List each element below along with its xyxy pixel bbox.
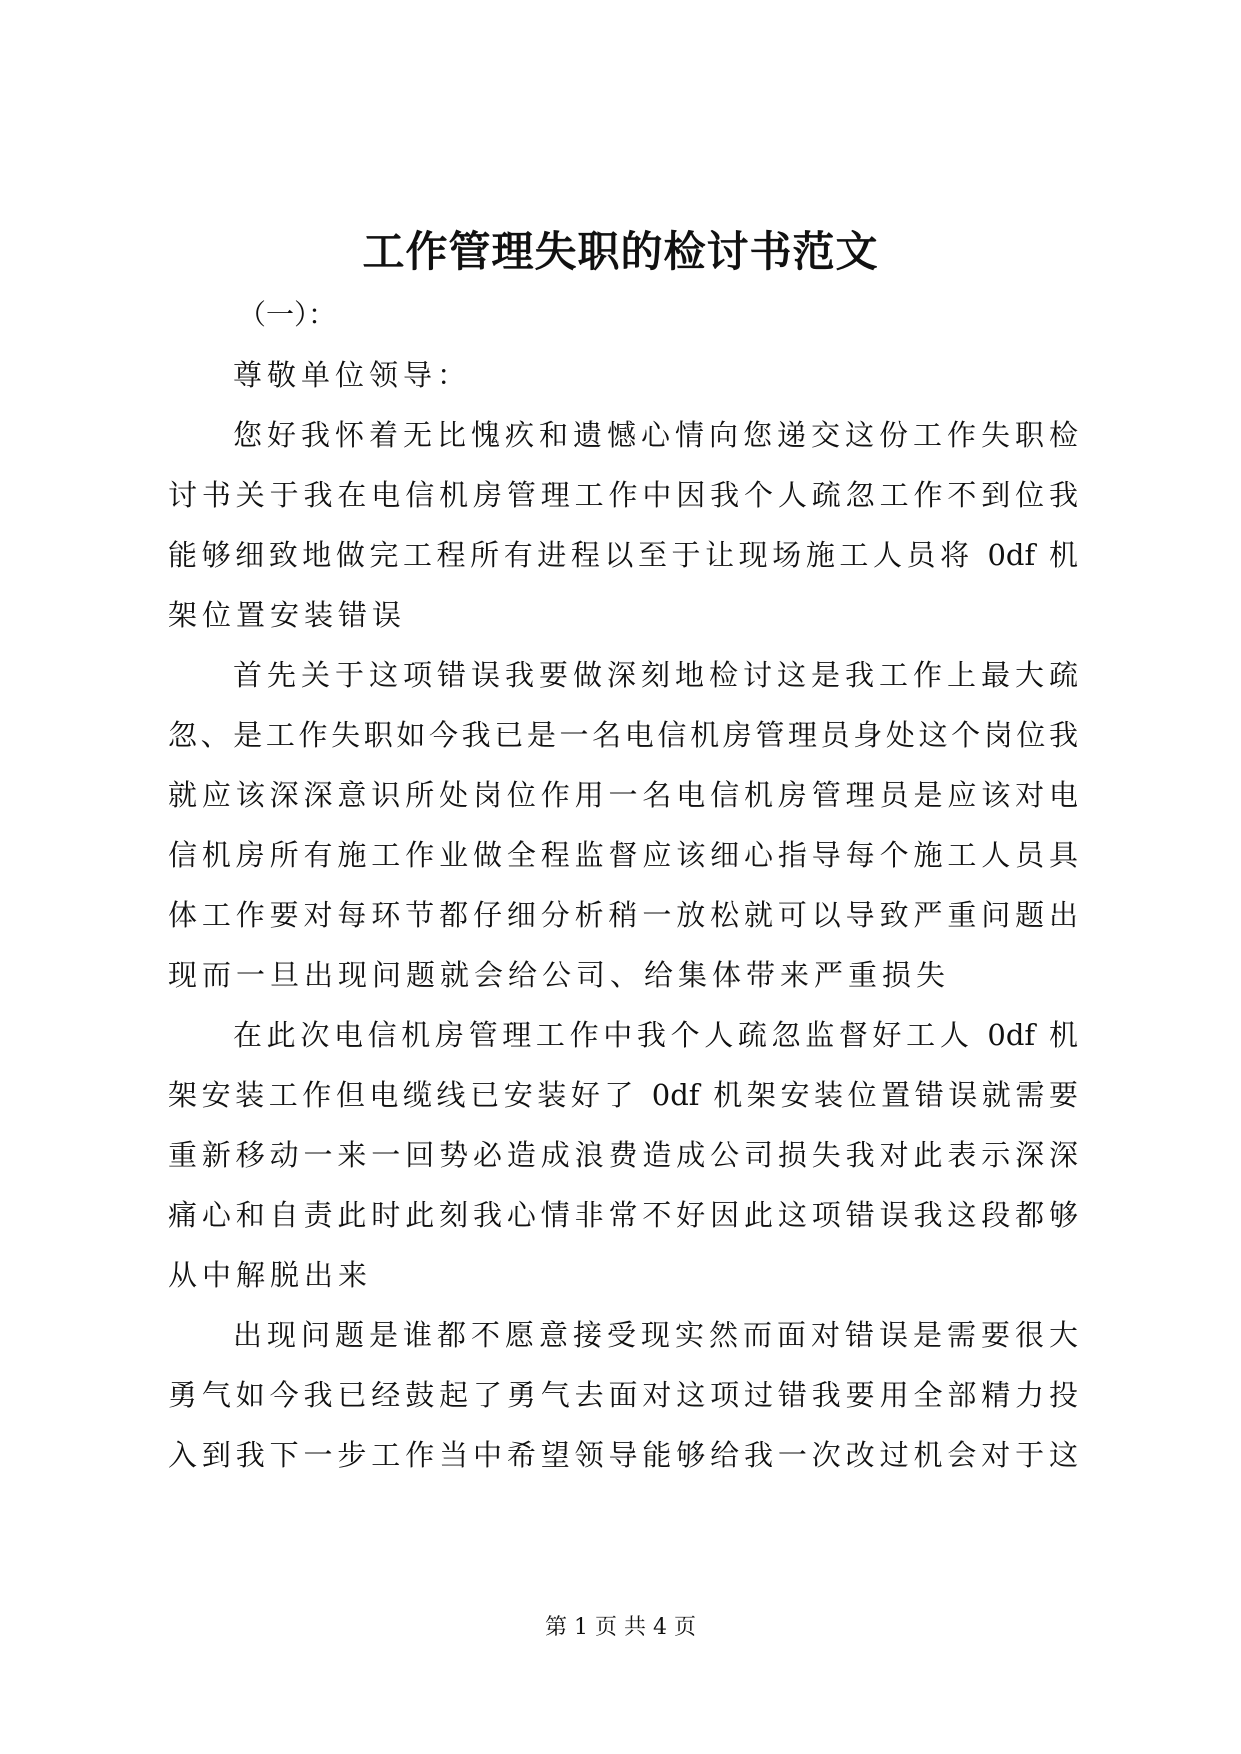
document-title: 工作管理失职的检讨书范文 (362, 227, 879, 276)
paragraph-line: 架位置安装错误 (168, 598, 407, 632)
salutation: 尊敬单位领导： (233, 358, 472, 392)
paragraph-line: 忽、是工作失职如今我已是一名电信机房管理员身处这个岗位我 (168, 718, 1078, 752)
paragraph-line: 在此次电信机房管理工作中我个人疏忽监督好工人 0df 机 (233, 1018, 1078, 1052)
paragraph-line: 从中解脱出来 (168, 1258, 373, 1292)
paragraph-line: 出现问题是谁都不愿意接受现实然而面对错误是需要很大 (233, 1318, 1078, 1352)
paragraph-line: 重新移动一来一回势必造成浪费造成公司损失我对此表示深深 (168, 1138, 1078, 1172)
paragraph-line: 首先关于这项错误我要做深刻地检讨这是我工作上最大疏 (233, 658, 1078, 692)
paragraph-line: 现而一旦出现问题就会给公司、给集体带来严重损失 (168, 958, 951, 992)
paragraph-line: 架安装工作但电缆线已安装好了 0df 机架安装位置错误就需要 (168, 1078, 1078, 1112)
paragraph-line: 就应该深深意识所处岗位作用一名电信机房管理员是应该对电 (168, 778, 1078, 812)
paragraph-line: 能够细致地做完工程所有进程以至于让现场施工人员将 0df 机 (168, 538, 1078, 572)
page-footer: 第 1 页 共 4 页 (545, 1615, 696, 1640)
paragraph-line: 痛心和自责此时此刻我心情非常不好因此这项错误我这段都够 (168, 1198, 1078, 1232)
paragraph-line: 体工作要对每环节都仔细分析稍一放松就可以导致严重问题出 (168, 898, 1078, 932)
section-number: （一）： (238, 298, 337, 331)
paragraph-line: 入到我下一步工作当中希望领导能够给我一次改过机会对于这 (168, 1438, 1078, 1472)
paragraph-line: 您好我怀着无比愧疚和遗憾心情向您递交这份工作失职检 (233, 418, 1078, 452)
paragraph-line: 讨书关于我在电信机房管理工作中因我个人疏忽工作不到位我 (168, 478, 1078, 512)
paragraph-line: 信机房所有施工作业做全程监督应该细心指导每个施工人员具 (168, 838, 1078, 872)
paragraph-line: 勇气如今我已经鼓起了勇气去面对这项过错我要用全部精力投 (168, 1378, 1078, 1412)
